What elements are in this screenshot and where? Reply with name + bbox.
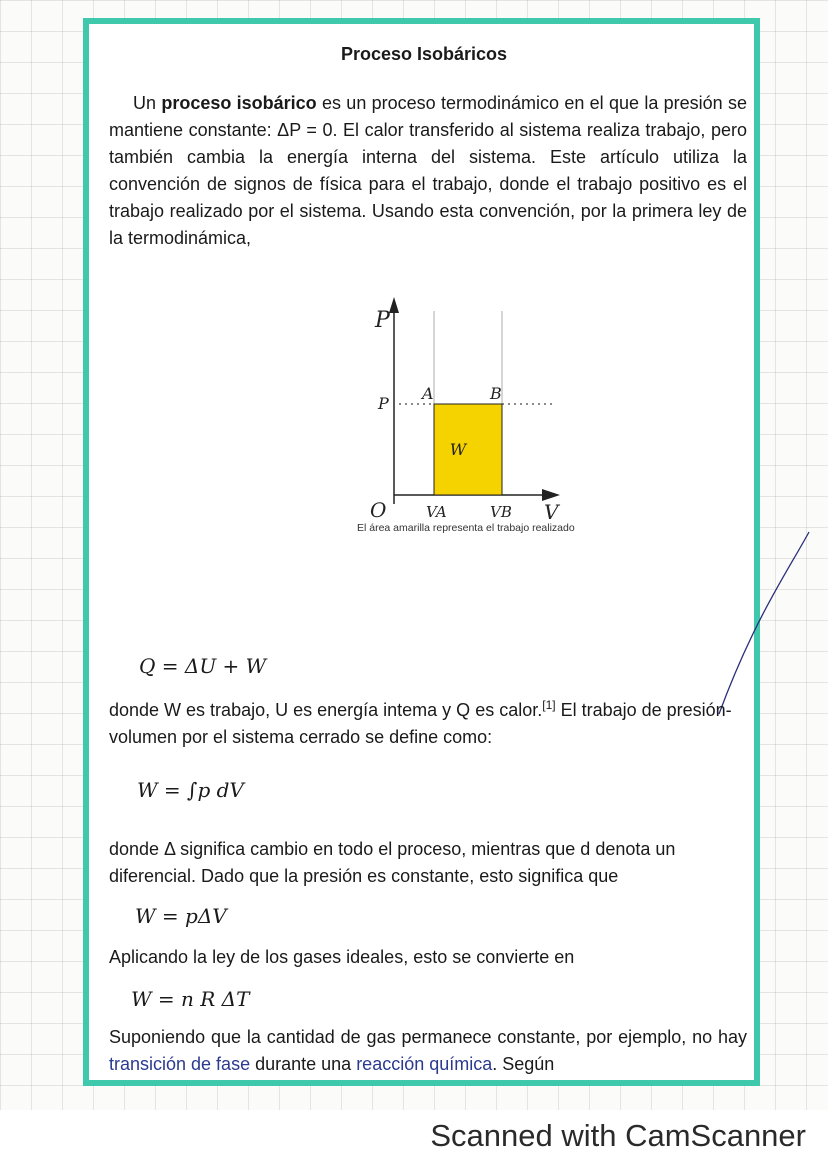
link-phase-transition[interactable]: transición de fase (109, 1054, 251, 1074)
work-area-label: W (449, 440, 467, 459)
paragraph-differential: donde Δ significa cambio en todo el proceso, mientras que d denota un diferencial. Dado que la presión es constante, esto significa que (109, 839, 676, 886)
y-axis-arrow (389, 297, 399, 313)
assumption-text-2: durante una (250, 1054, 357, 1074)
point-b-label: B (490, 384, 502, 403)
reference-marker[interactable]: [1] (542, 698, 556, 712)
intro-text-2: es un proceso termodinámico en el que la presión se mantiene constante: ΔP = 0. El calor transferido al sistema realiza trabajo, pero también cambia la energía interna del sistema. Este artículo utiliza la convención de signos de física para el trabajo, donde el trabajo positivo es el trabajo realizado por el sistema. Usando esta convención, por la primera ley de la termodinámica, (109, 93, 747, 248)
figure-caption: El área amarilla representa el trabajo realizado (357, 522, 575, 534)
origin-label: O (370, 498, 387, 522)
equation-work-ideal-gas: W = n R ΔT (131, 987, 250, 1011)
assumption-text-1: Suponiendo que la cantidad de gas permanece constante, por ejemplo, no hay (109, 1027, 747, 1047)
work-area (434, 404, 502, 495)
paragraph-assumption (109, 1024, 747, 1078)
document-page (83, 18, 760, 1086)
axis-y-label: P (375, 308, 390, 333)
definitions-text-2: El trabajo de presión-volumen por el sistema cerrado se define como: (109, 700, 732, 747)
equation-work-constant-pressure: W = pΔV (135, 904, 227, 928)
equation-work-integral: W = ∫p dV (137, 778, 244, 802)
pressure-level-label: P (378, 394, 389, 413)
pv-diagram (354, 289, 574, 529)
paragraph-definitions (109, 692, 747, 751)
assumption-text-3: . Según (492, 1054, 555, 1074)
equation-first-law: Q = ΔU + W (139, 654, 267, 678)
vb-label: VB (490, 503, 512, 521)
definitions-text-1: donde W es trabajo, U es energía intema y Q es calor. (109, 700, 543, 720)
intro-text-1: Un (133, 93, 162, 113)
axis-x-label: V (544, 500, 559, 524)
intro-bold-term: proceso isobárico (161, 93, 317, 113)
link-chemical-reaction[interactable]: reacción química (356, 1054, 493, 1074)
point-a-label: A (422, 384, 434, 403)
va-label: VA (426, 503, 447, 521)
page-title: Proceso Isobáricos (340, 44, 508, 64)
paragraph-ideal-gas: Aplicando la ley de los gases ideales, esto se convierte en (109, 947, 575, 967)
scanner-watermark: Scanned with CamScanner (430, 1118, 806, 1153)
intro-paragraph (109, 90, 747, 252)
